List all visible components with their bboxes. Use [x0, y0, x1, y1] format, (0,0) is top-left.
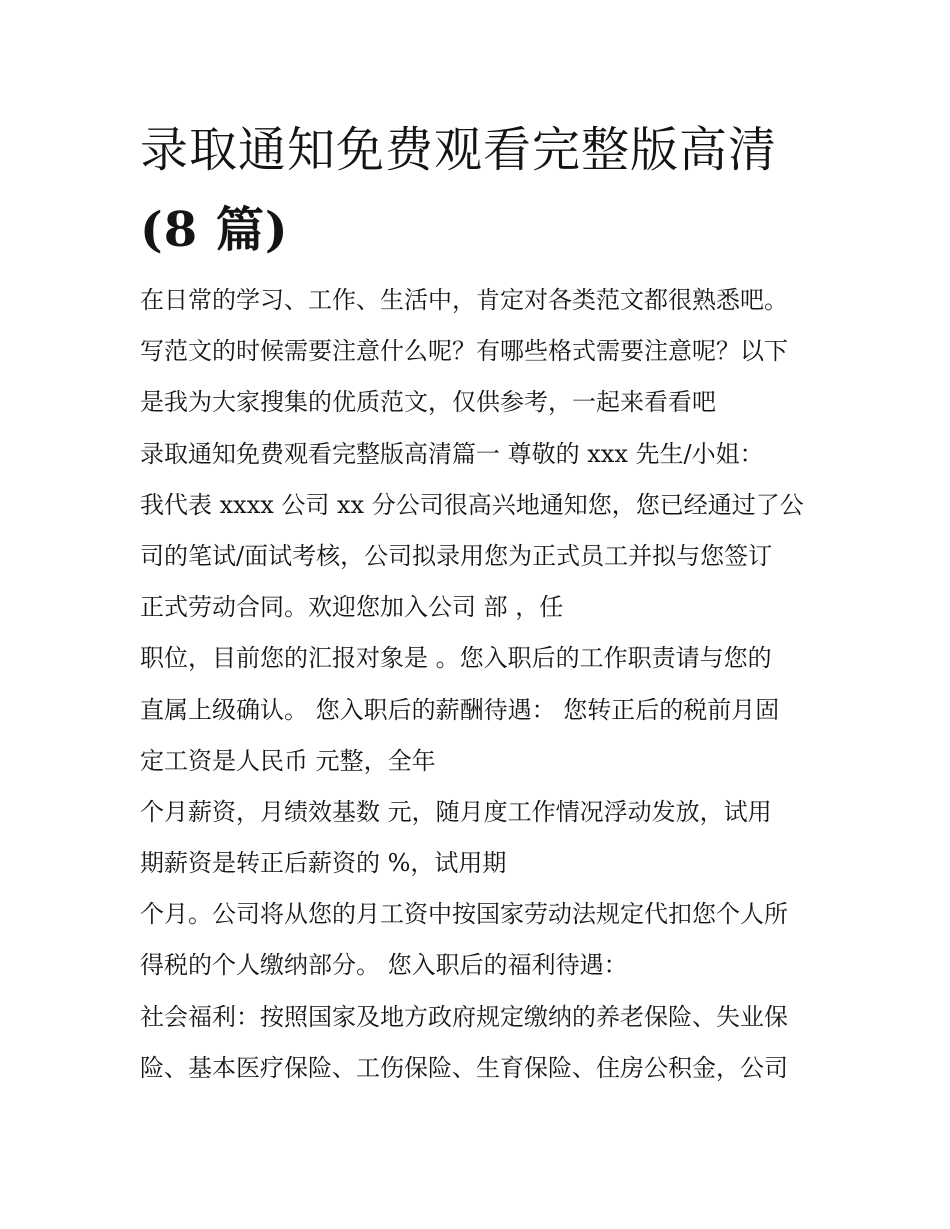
- body-line: 写范文的时候需要注意什么呢？有哪些格式需要注意呢？以下: [140, 337, 788, 366]
- document-title: [140, 110, 830, 270]
- title-line-2: (8 篇): [140, 202, 289, 258]
- body-line: 职位，目前您的汇报对象是 。您入职后的工作职责请与您的: [140, 644, 772, 673]
- body-line: 是我为大家搜集的优质范文，仅供参考，一起来看看吧: [140, 388, 716, 417]
- body-line: 录取通知免费观看完整版高清篇一 尊敬的 xxx 先生/小姐：: [140, 439, 764, 468]
- body-line: 司的笔试/面试考核，公司拟录用您为正式员工并拟与您签订: [140, 541, 773, 570]
- body-line: 直属上级确认。 您入职后的薪酬待遇： 您转正后的税前月固: [140, 695, 780, 724]
- document-body: [140, 275, 830, 1094]
- body-line: 个月薪资，月绩效基数 元，随月度工作情况浮动发放，试用: [140, 797, 772, 826]
- body-line: 正式劳动合同。欢迎您加入公司 部 ，任: [140, 593, 564, 622]
- body-line: 个月。公司将从您的月工资中按国家劳动法规定代扣您个人所: [140, 900, 788, 929]
- body-line: 得税的个人缴纳部分。 您入职后的福利待遇：: [140, 951, 628, 980]
- body-line: 期薪资是转正后薪资的 %，试用期: [140, 849, 507, 878]
- body-line: 社会福利：按照国家及地方政府规定缴纳的养老保险、失业保: [140, 1002, 788, 1031]
- body-line: 在日常的学习、工作、生活中，肯定对各类范文都很熟悉吧。: [140, 286, 788, 314]
- body-line: 定工资是人民币 元整，全年: [140, 746, 436, 775]
- body-line: 我代表 xxxx 公司 xx 分公司很高兴地通知您，您已经通过了公: [140, 490, 804, 519]
- body-line: 险、基本医疗保险、工伤保险、生育保险、住房公积金，公司: [140, 1053, 788, 1082]
- title-line-1: 录取通知免费观看完整版高清: [140, 122, 778, 178]
